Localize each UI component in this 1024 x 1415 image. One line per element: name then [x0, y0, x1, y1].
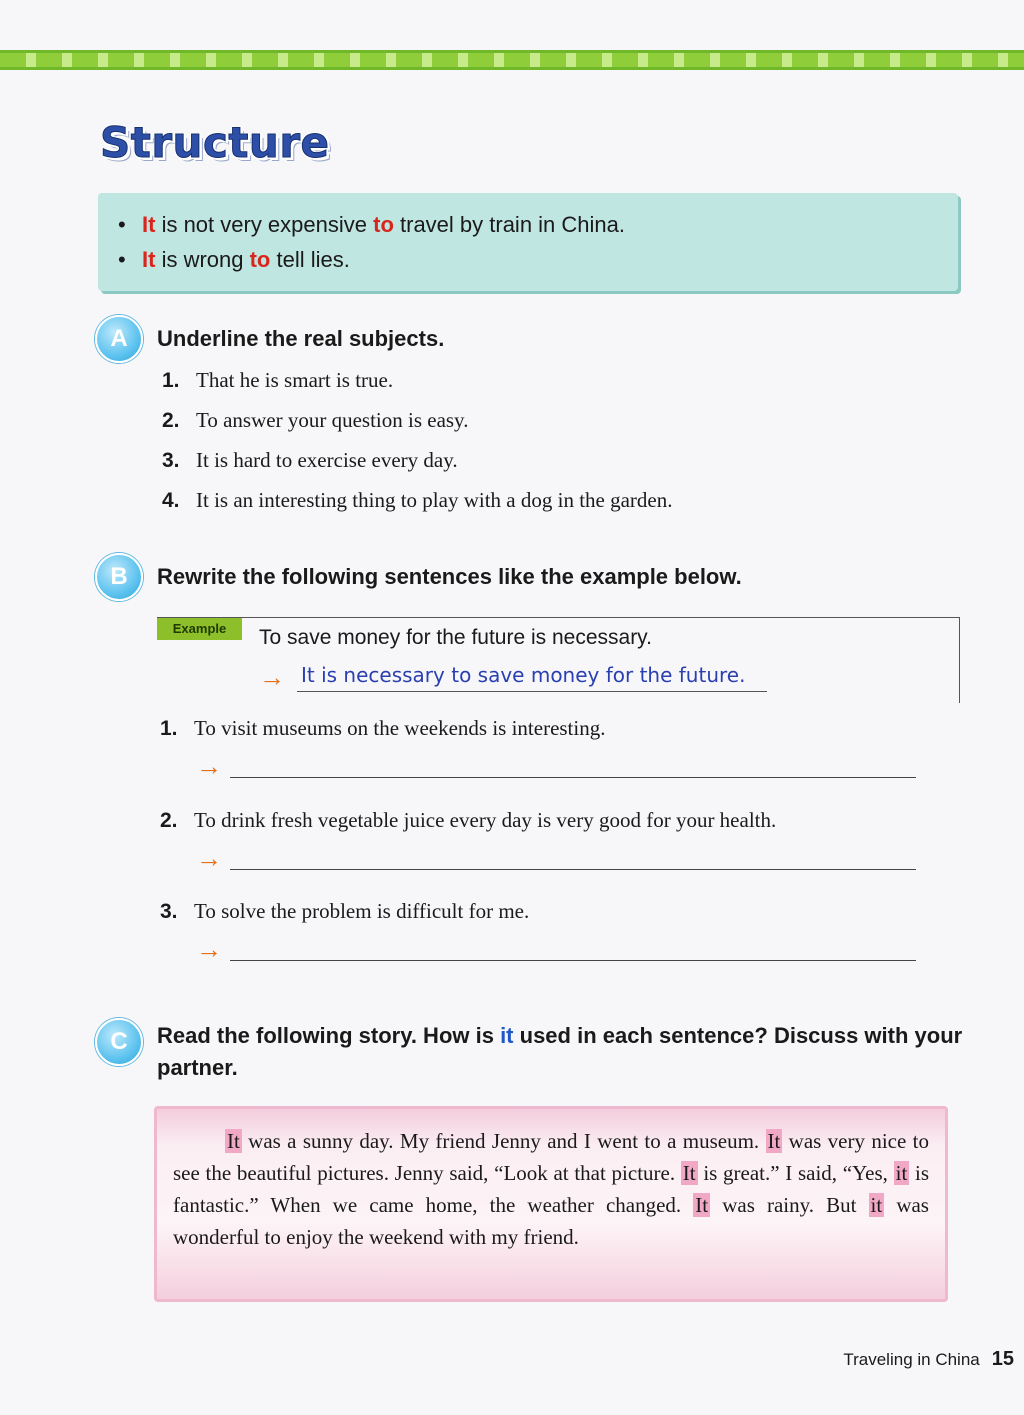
answer-blank-line[interactable] — [230, 938, 916, 961]
structure-box — [98, 193, 958, 291]
section-a-circle-icon: A — [95, 315, 143, 363]
footer-caption: Traveling in China — [843, 1350, 980, 1369]
rewrite-item-2: 2. To drink fresh vegetable juice every day is very good for your health. → — [160, 808, 916, 874]
example-sentence: To save money for the future is necessary. — [259, 626, 652, 649]
rewrite-item-3: 3. To solve the problem is difficult for me. → — [160, 899, 916, 965]
list-item: 2. To answer your question is easy. — [162, 408, 469, 432]
example-tag: Example — [157, 618, 242, 640]
list-item: 4. It is an interesting thing to play with a dog in the garden. — [162, 488, 673, 512]
bullet-icon: • — [118, 247, 126, 272]
arrow-right-icon: → — [196, 934, 222, 964]
page-number: 15 — [991, 1348, 1014, 1370]
answer-blank-line[interactable] — [230, 755, 916, 778]
list-item: 3. It is hard to exercise every day. — [162, 448, 458, 472]
example-answer-text: It is necessary to save money for the future. — [297, 663, 767, 692]
bullet-icon: • — [118, 212, 126, 237]
section-c-circle-icon: C — [95, 1018, 143, 1066]
section-b-circle-icon: B — [95, 553, 143, 601]
structure-sentence-1: • It is not very expensive to travel by train in China. — [118, 207, 958, 242]
top-decorative-border — [0, 50, 1024, 70]
page-footer — [843, 1348, 1014, 1371]
answer-blank-line[interactable] — [230, 847, 916, 870]
story-box: It was a sunny day. My friend Jenny and I went to a museum. It was very nice to see the beautiful pictures. Jenny said, “Look at that picture. It is great.” I said, “Yes, it is fantastic.” When we came home, the weather changed. It was rainy. But it was wonderful to enjoy the weekend with my friend. — [154, 1106, 948, 1302]
arrow-right-icon: → — [196, 843, 222, 873]
section-a-title: Underline the real subjects. — [157, 326, 445, 351]
section-a-list — [162, 368, 673, 528]
section-b-heading — [95, 553, 742, 601]
arrow-right-icon: → — [196, 751, 222, 781]
example-answer — [259, 662, 767, 693]
structure-title: Structure — [100, 118, 330, 167]
example-box — [157, 617, 960, 703]
list-item: 1. That he is smart is true. — [162, 368, 394, 392]
section-b-title: Rewrite the following sentences like the example below. — [157, 564, 742, 589]
section-c-title: Read the following story. How is it used in each sentence? Discuss with your partner. — [157, 1023, 963, 1080]
section-a-heading — [95, 315, 444, 363]
rewrite-item-1: 1. To visit museums on the weekends is interesting. → — [160, 716, 916, 782]
structure-sentence-2: • It is wrong to tell lies. — [118, 242, 958, 277]
section-c-heading — [95, 1020, 977, 1084]
arrow-right-icon: → — [259, 662, 285, 692]
